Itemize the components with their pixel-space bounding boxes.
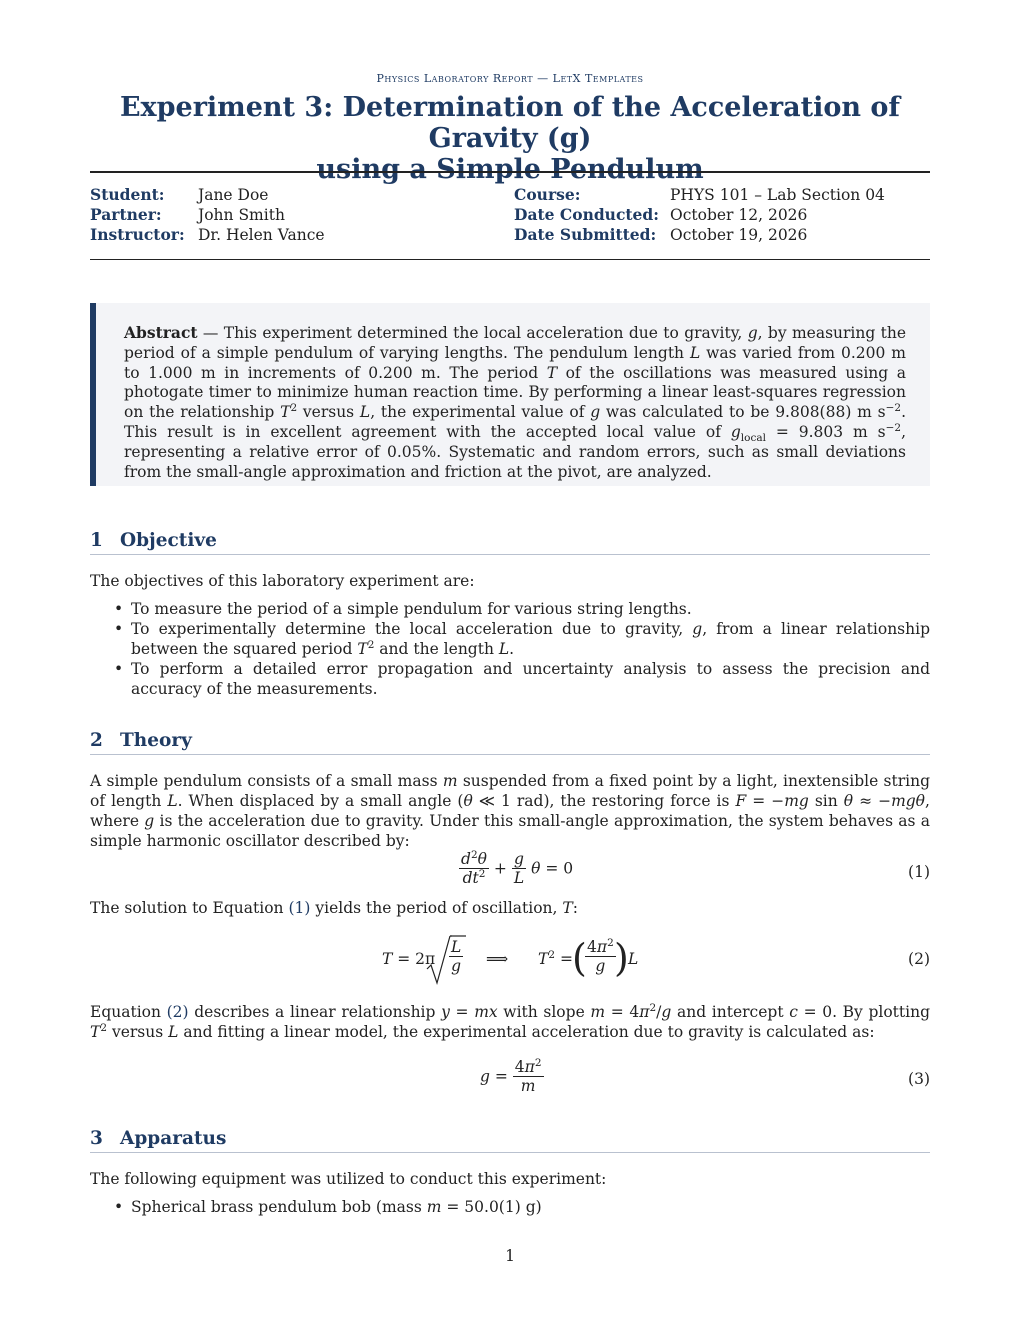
list-item: • To measure the period of a simple pendulum for various string lengths. — [90, 599, 930, 619]
metadata-row — [90, 225, 325, 245]
title-line-1: Experiment 3: Determination of the Acceleration of Gravity (g) — [119, 92, 901, 154]
section-heading-apparatus: 3 Apparatus — [90, 1128, 930, 1153]
metadata-value: October 19, 2026 — [670, 226, 808, 244]
metadata-value: Dr. Helen Vance — [198, 226, 325, 244]
title-rule — [90, 171, 930, 173]
metadata-label: Instructor: — [90, 225, 185, 244]
objective-list — [90, 599, 930, 699]
metadata-label: Student: — [90, 185, 165, 204]
running-head: Physics Laboratory Report — LetX Templates — [376, 72, 644, 85]
metadata-value: John Smith — [198, 206, 285, 224]
list-item: • To experimentally determine the local acceleration due to gravity, g, from a linear relationship between the squared period $T^2$ and the length L. — [90, 619, 930, 659]
metadata-row — [514, 225, 885, 245]
theory-paragraph-1: A simple pendulum consists of a small mass m suspended from a fixed point by a light, inextensible string of length L. When displaced by a small angle (θ ≪ 1 rad), the restoring force is F = −mg sin θ ≈ −mgθ, where g is the acceleration due to gravity. Under this small-angle approximation, the system behaves as a simple harmonic oscillator described by: — [90, 772, 930, 850]
metadata-label: Date Conducted: — [514, 205, 659, 224]
metadata-value: October 12, 2026 — [670, 206, 808, 224]
equation-reference-link[interactable]: (1) — [288, 899, 311, 917]
list-item: • Spherical brass pendulum bob (mass m = 50.0(1) g) — [90, 1197, 930, 1217]
metadata-value: Jane Doe — [198, 186, 269, 204]
page — [90, 0, 930, 1320]
metadata-value: PHYS 101 – Lab Section 04 — [670, 186, 885, 204]
apparatus-list — [90, 1197, 930, 1217]
equation-2: T = 2π $\frac{L}{g}$ ⟹ $T^2$ = ( $\frac{4\pi^2}{g}$ ) L (2) — [90, 930, 930, 990]
metadata-row — [90, 205, 325, 225]
equation-number: (1) — [908, 863, 930, 881]
abstract-text: Abstract — This experiment determined the local acceleration due to gravity, g, by measuring the period of a simple pendulum of varying lengths. The pendulum length L was varied from 0.200 m to 1.000 m in increments of 0.200 m. The period T of the oscillations was measured using a photogate timer to minimize human reaction time. By performing a linear least-squares regression on the relationship $T^2$ versus L, the experimental value of g was calculated to be 9.808(88) m $s^{-2}$. This result is in excellent agreement with the accepted local value of $g_{local} = 9.803$ m $s^{-2}$, representing a relative error of 0.05%. Systematic and random errors, such as small deviations from the small-angle approximation and friction at the pivot, are analyzed. — [124, 323, 907, 481]
page-number: 1 — [505, 1247, 515, 1265]
metadata-label: Date Submitted: — [514, 225, 657, 244]
equation-1: $\frac{d^2\theta}{dt^2}$ + $\frac{g}{L}$ θ = 0 (1) — [461, 848, 930, 887]
equation-number: (3) — [908, 1070, 930, 1088]
metadata-left-column — [90, 185, 325, 245]
section-heading-objective: 1 Objective — [90, 530, 930, 555]
equation-number: (2) — [908, 950, 930, 968]
metadata-row — [514, 185, 885, 205]
equation-3: g = $\frac{4\pi^2}{m}$ (3) — [480, 1056, 930, 1095]
list-item: • To perform a detailed error propagation and uncertainty analysis to assess the precision and accuracy of the measurements. — [90, 659, 930, 699]
theory-paragraph-2: The solution to Equation (1) yields the period of oscillation, T: — [90, 899, 578, 917]
equation-reference-link[interactable]: (2) — [166, 1003, 189, 1021]
objective-intro: The objectives of this laboratory experiment are: — [90, 572, 475, 590]
metadata-row — [514, 205, 885, 225]
title-line-2: using a Simple Pendulum — [316, 154, 704, 185]
metadata-right-column — [514, 185, 885, 245]
apparatus-intro: The following equipment was utilized to conduct this experiment: — [90, 1170, 607, 1188]
metadata-label: Partner: — [90, 205, 162, 224]
abstract-box — [90, 303, 930, 486]
metadata-rule — [90, 259, 930, 260]
metadata-label: Course: — [514, 185, 581, 204]
abstract-label: Abstract — [124, 323, 198, 342]
metadata-row — [90, 185, 325, 205]
section-heading-theory: 2 Theory — [90, 730, 930, 755]
theory-paragraph-3: Equation (2) describes a linear relationship y = mx with slope $m = 4\pi^2/g$ and intercept c = 0. By plotting $T^2$ versus L and fitting a linear model, the experimental acceleration due to gravity is calculated as: — [90, 1001, 931, 1041]
